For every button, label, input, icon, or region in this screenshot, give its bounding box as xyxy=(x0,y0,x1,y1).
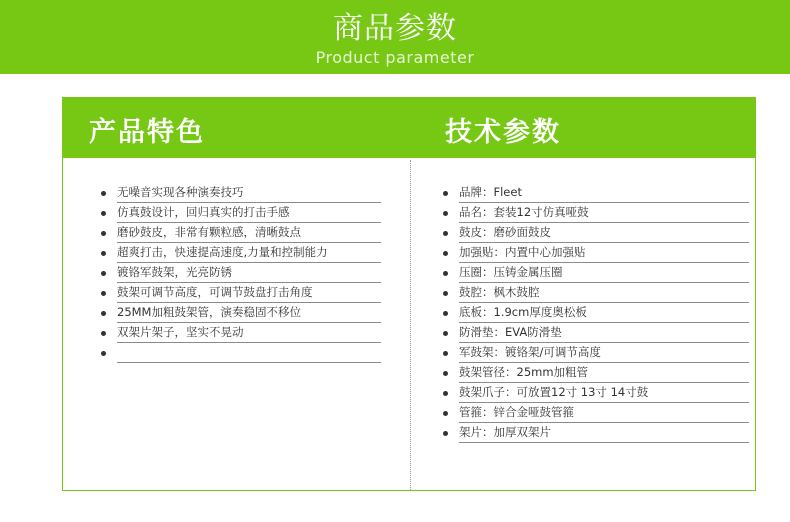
feature-item xyxy=(99,203,381,223)
features-heading: 产品特色 xyxy=(89,117,205,148)
feature-text: 25MM加粗鼓架管，演奏稳固不移位 xyxy=(117,305,301,319)
header-banner xyxy=(0,0,790,74)
specs-heading: 技术参数 xyxy=(445,117,561,148)
spec-item xyxy=(441,303,749,323)
parameter-panel xyxy=(62,97,756,491)
spec-text: 鼓腔：枫木鼓腔 xyxy=(459,285,540,299)
spec-item xyxy=(441,183,749,203)
feature-item xyxy=(99,303,381,323)
spec-text: 压圈：压铸金属压圈 xyxy=(459,265,563,279)
specs-list xyxy=(441,183,749,443)
spec-text: 防滑垫：EVA防滑垫 xyxy=(459,325,562,339)
spec-text: 军鼓架：镀铬架/可调节高度 xyxy=(459,345,601,359)
feature-text: 镀铬军鼓架，光亮防锈 xyxy=(117,265,232,279)
spec-text: 管箍：锌合金哑鼓管箍 xyxy=(459,405,574,419)
banner-title: 商品参数 xyxy=(333,11,457,46)
feature-text: 鼓架可调节高度，可调节鼓盘打击角度 xyxy=(117,285,313,299)
spec-item xyxy=(441,343,749,363)
panel-header xyxy=(63,98,755,158)
feature-item xyxy=(99,323,381,343)
features-list xyxy=(99,183,381,363)
feature-text: 仿真鼓设计，回归真实的打击手感 xyxy=(117,205,290,219)
feature-item xyxy=(99,283,381,303)
spec-item xyxy=(441,323,749,343)
spec-item xyxy=(441,363,749,383)
feature-text: 超爽打击，快速提高速度,力量和控制能力 xyxy=(117,245,328,259)
spec-text: 鼓皮：磨砂面鼓皮 xyxy=(459,225,551,239)
spec-item xyxy=(441,203,749,223)
spec-item xyxy=(441,243,749,263)
spec-text: 鼓架爪子：可放置12寸 13寸 14寸鼓 xyxy=(459,385,649,399)
feature-text: 无噪音实现各种演奏技巧 xyxy=(117,185,244,199)
feature-item xyxy=(99,223,381,243)
spec-item xyxy=(441,403,749,423)
spec-text: 鼓架管径：25mm加粗管 xyxy=(459,365,589,379)
column-divider xyxy=(410,160,411,490)
spec-item xyxy=(441,223,749,243)
spec-item xyxy=(441,423,749,443)
underline-rule xyxy=(117,362,381,363)
spec-text: 底板：1.9cm厚度奥松板 xyxy=(459,305,587,319)
spec-text: 加强贴：内置中心加强贴 xyxy=(459,245,586,259)
feature-item xyxy=(99,343,381,363)
feature-item xyxy=(99,183,381,203)
feature-text: 双架片架子，坚实不晃动 xyxy=(117,325,244,339)
spec-text: 品名：套装12寸仿真哑鼓 xyxy=(459,205,589,219)
spec-text: 品牌：Fleet xyxy=(459,185,522,199)
feature-item xyxy=(99,243,381,263)
underline-rule xyxy=(459,442,749,443)
spec-item xyxy=(441,283,749,303)
feature-item xyxy=(99,263,381,283)
feature-text: 磨砂鼓皮，非常有颗粒感，清晰鼓点 xyxy=(117,225,301,239)
spec-item xyxy=(441,263,749,283)
spec-item xyxy=(441,383,749,403)
spec-text: 架片：加厚双架片 xyxy=(459,425,551,439)
banner-subtitle: Product parameter xyxy=(315,48,475,67)
